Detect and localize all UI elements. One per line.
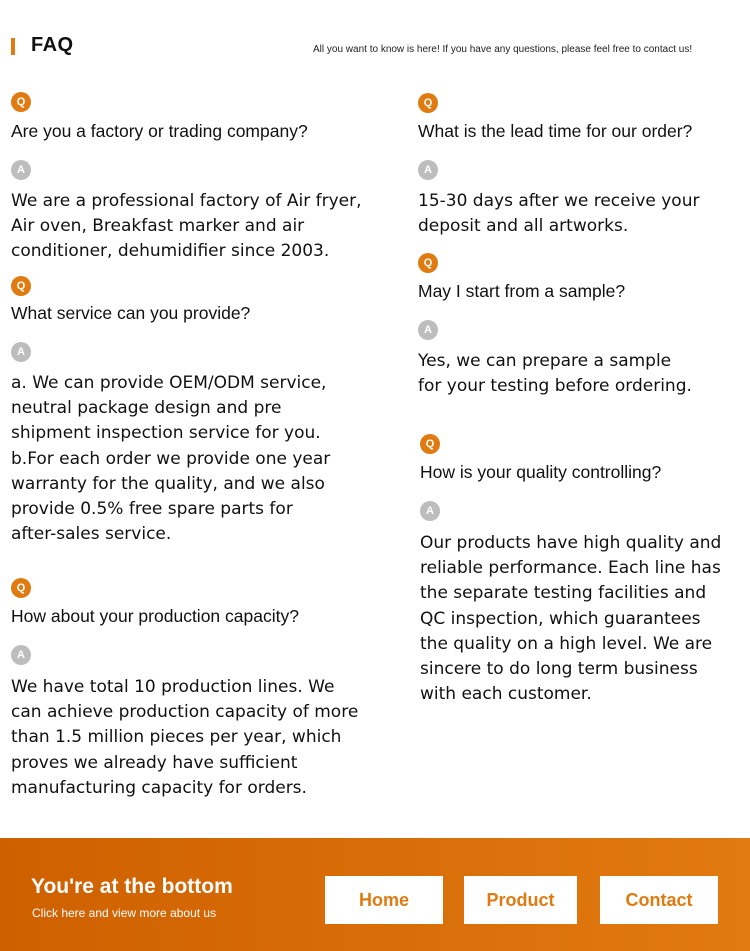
answer-line: We have total 10 production lines. We [11,677,335,697]
answer-line: Our products have high quality and [420,533,722,553]
page-title: FAQ [31,34,74,56]
answer-line: Air oven, Breakfast marker and air [11,216,305,237]
answer-line: can achieve production capacity of more [11,702,359,723]
answer-line: We are a professional factory of Air fryer, [11,191,362,211]
product-button[interactable]: Product [464,876,577,924]
question-badge-icon: Q [418,93,438,113]
answer-line: conditioner, dehumidifier since 2003. [11,241,330,262]
answer-line: than 1.5 million pieces per year, which [11,727,342,748]
answer-line: a. We can provide OEM/ODM service, [11,373,327,393]
question-badge-icon: Q [11,578,31,598]
faq-question: How is your quality controlling? [420,462,662,482]
answer-badge-icon: A [11,645,31,665]
faq-answer [11,189,362,265]
question-badge-icon: Q [418,253,438,273]
title-accent-bar [11,38,15,55]
answer-badge-icon: A [11,342,31,362]
question-badge-icon: Q [420,434,440,454]
faq-question: What service can you provide? [11,303,251,323]
answer-line: neutral package design and pre [11,398,282,419]
answer-line: deposit and all artworks. [418,216,629,237]
home-button[interactable]: Home [325,876,443,924]
answer-line: 15-30 days after we receive your [418,191,700,211]
answer-line: manufacturing capacity for orders. [11,777,307,798]
answer-line: sincere to do long term business [420,659,698,680]
answer-line: the quality on a high level. We are [420,633,713,654]
answer-line: with each customer. [420,684,592,705]
answer-line: Yes, we can prepare a sample [418,351,672,371]
answer-line: the separate testing facilities and [420,583,707,604]
answer-badge-icon: A [418,160,438,180]
answer-line: reliable performance. Each line has [420,558,721,579]
answer-badge-icon: A [11,160,31,180]
faq-answer [11,675,358,801]
faq-question: What is the lead time for our order? [418,121,693,141]
faq-question: How about your production capacity? [11,606,299,626]
answer-line: QC inspection, which guarantees [420,608,701,629]
answer-line: warranty for the quality, and we also [11,473,325,494]
answer-line: provide 0.5% free spare parts for [11,499,293,520]
page-tagline: All you want to know is here! If you have any questions, please feel free to contact us! [313,44,693,55]
faq-answer [420,531,721,707]
answer-line: after-sales service. [11,524,172,545]
answer-badge-icon: A [420,501,440,521]
footer-subtitle-link[interactable]: Click here and view more about us [32,906,217,920]
faq-answer [11,371,330,547]
answer-line: b.For each order we provide one year [11,448,331,469]
footer-title: You're at the bottom [31,875,233,898]
faq-question: May I start from a sample? [418,281,626,301]
answer-line: proves we already have sufficient [11,752,298,773]
question-badge-icon: Q [11,92,31,112]
answer-line: shipment inspection service for you. [11,423,321,444]
faq-answer [418,189,699,239]
answer-badge-icon: A [418,320,438,340]
answer-line: for your testing before ordering. [418,376,692,397]
faq-answer [418,349,692,399]
contact-button[interactable]: Contact [600,876,718,924]
question-badge-icon: Q [11,276,31,296]
faq-question: Are you a factory or trading company? [11,121,308,141]
